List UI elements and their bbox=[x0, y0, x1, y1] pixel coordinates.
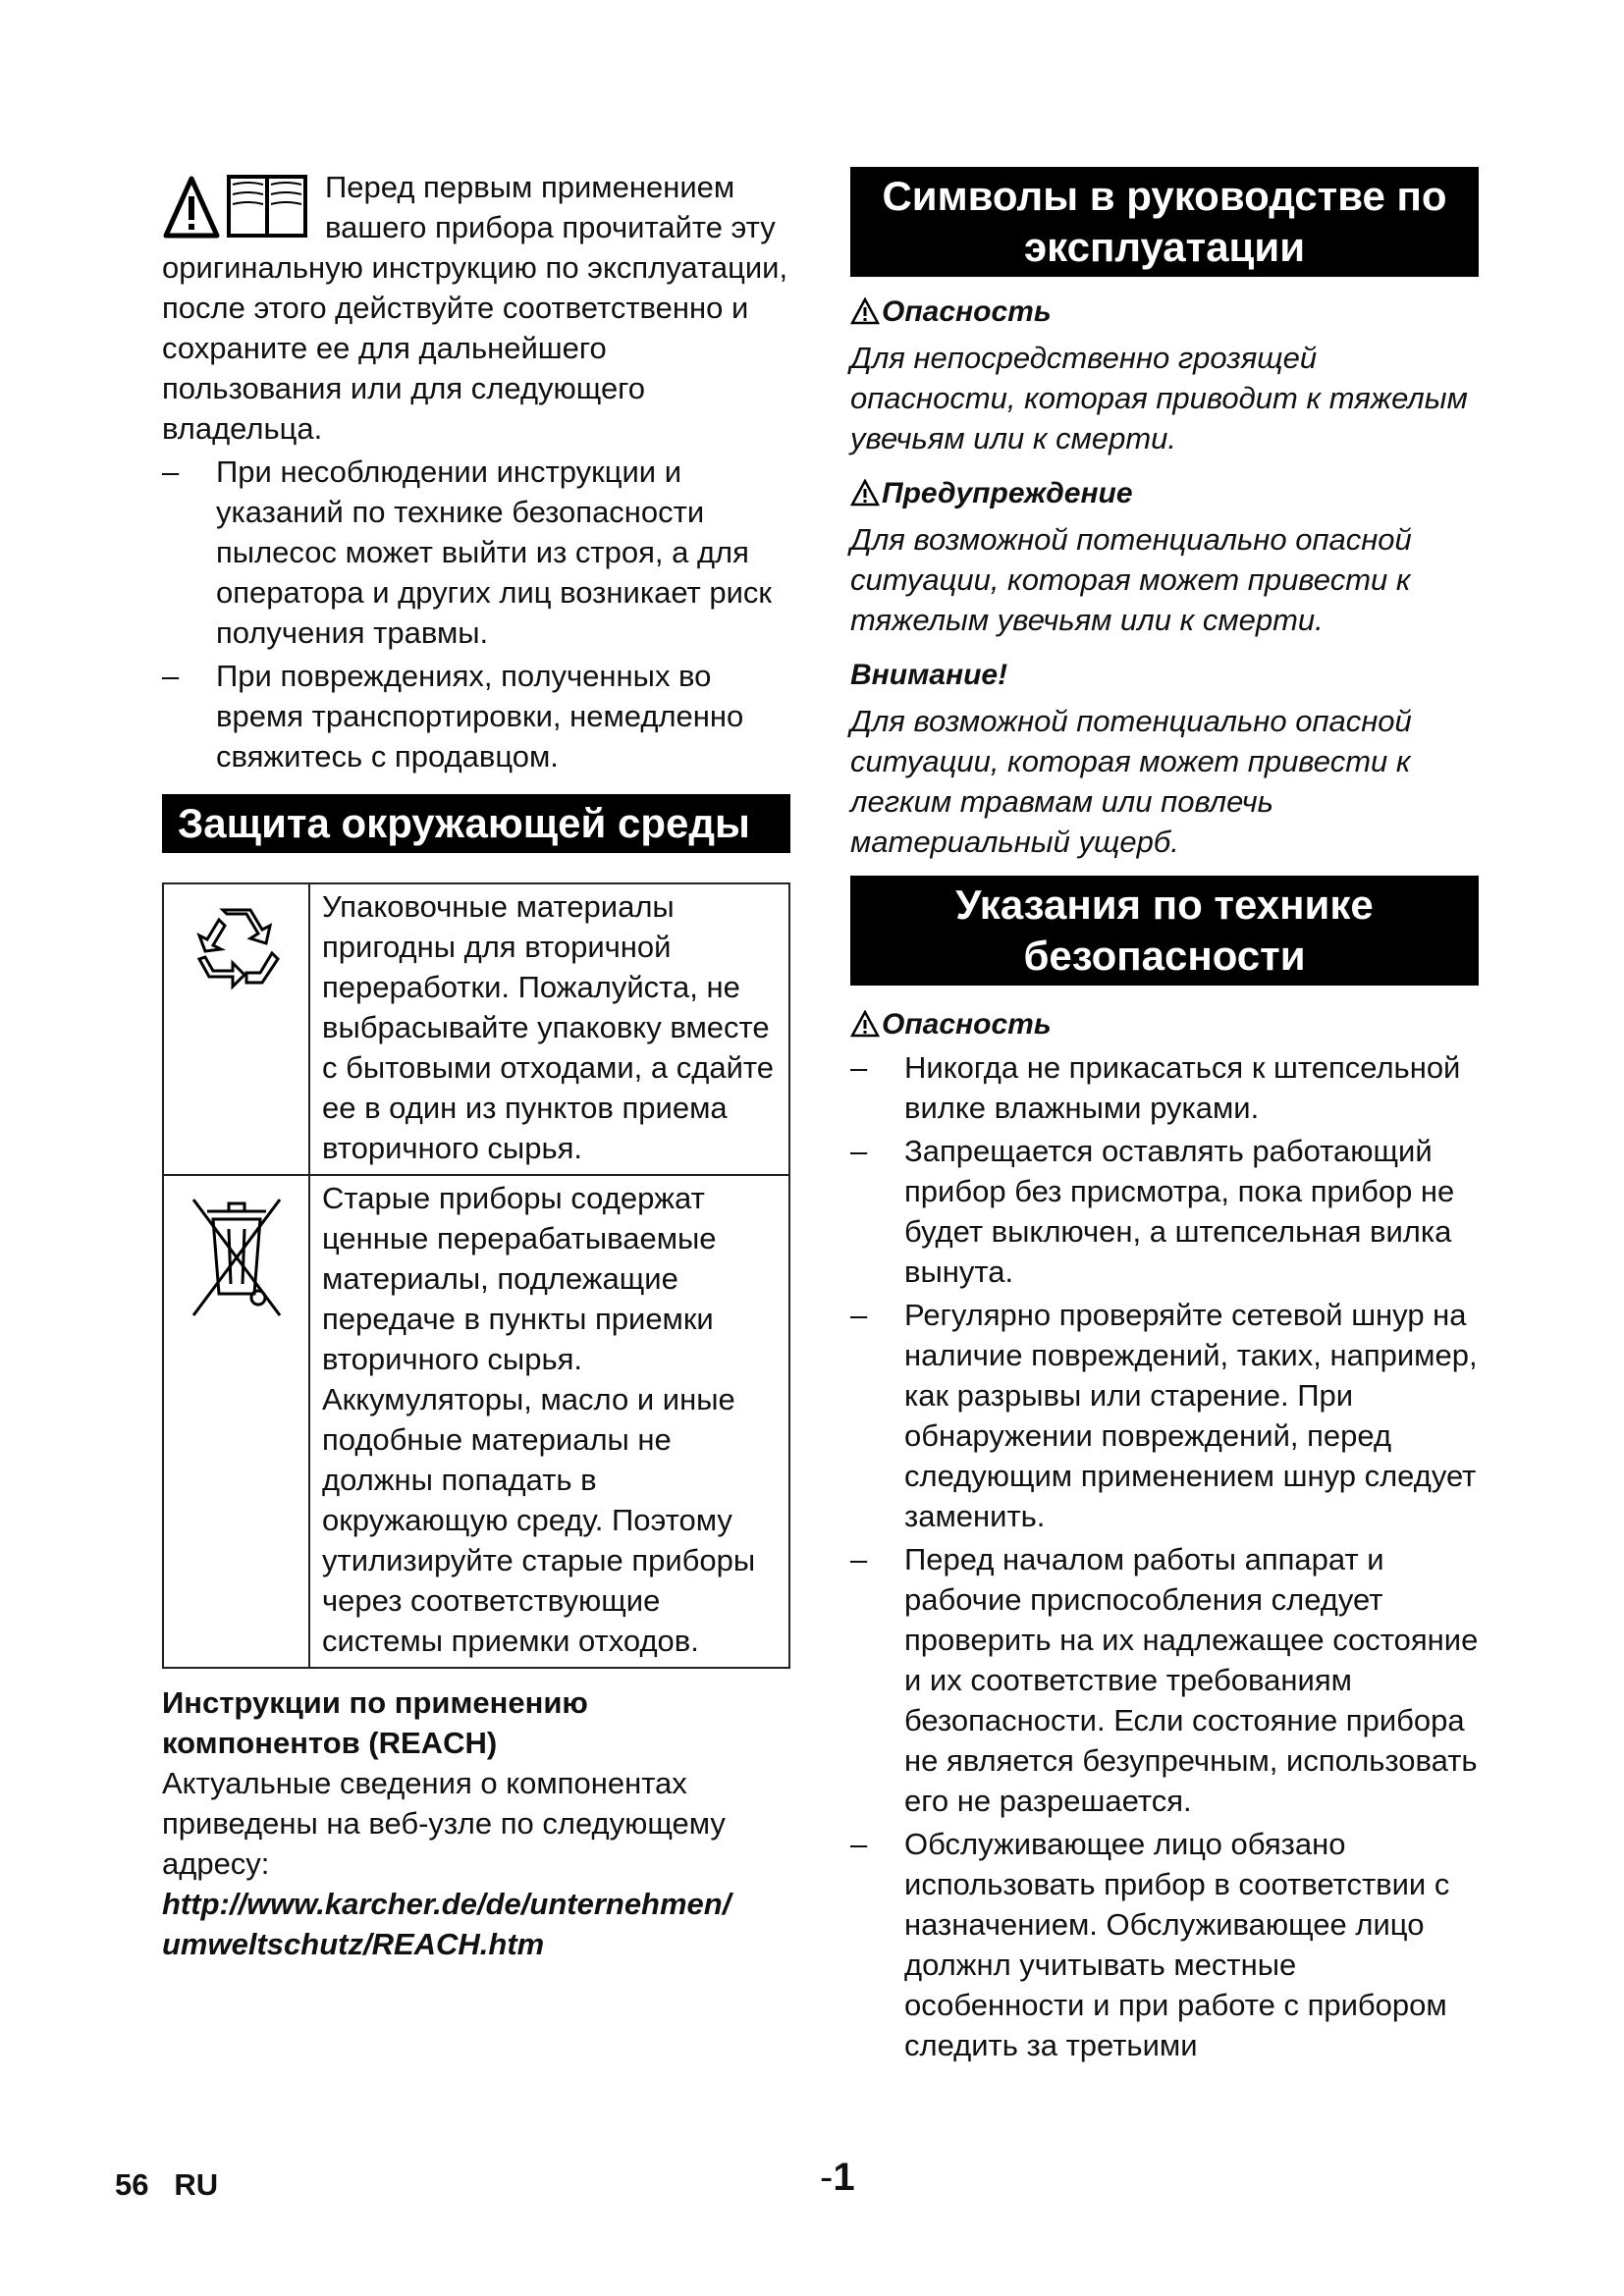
center-page-marker bbox=[820, 2156, 855, 2200]
warning-read-manual-icon bbox=[162, 173, 311, 241]
old-devices-text: Старые приборы содержат ценные перерабатываемые материалы, подлежащие передаче в пункты приемки вторичного сырья. Аккумуляторы, масло и иные подобные материалы не должны попадать в окружающую среду. Поэтому утилизируйте старые приборы через соответствующие системы приемки отходов. bbox=[309, 1175, 789, 1668]
center-dash: - bbox=[820, 2156, 834, 2199]
signal-danger-text: Для непосредственно грозящей опасности, которая приводит к тяжелым увечьям или к смерти. bbox=[850, 341, 1468, 455]
page-number: 56 bbox=[115, 2167, 149, 2202]
signal-attention-title: Внимание! bbox=[850, 659, 1008, 691]
list-item: – Регулярно проверяйте сетевой шнур на наличие повреждений, таких, например, как разрывы или старение. При обнаружении повреждений, перед следующим применением шнур следует заменить. bbox=[850, 1295, 1479, 1536]
crossed-bin-icon bbox=[189, 1196, 284, 1323]
list-item: – Перед началом работы аппарат и рабочие приспособления следует проверить на их надлежащее состояние и их соответствие требованиям безопасности. Если состояние прибора не является безупречным, использовать его не разрешается. bbox=[850, 1539, 1479, 1821]
table-row bbox=[163, 883, 789, 1175]
list-item: – При несоблюдении инструкции и указаний по технике безопасности пылесос может выйти из строя, а для оператора и других лиц возникает риск получения травмы. bbox=[162, 452, 790, 653]
intro-text: Перед первым применением вашего прибора прочитайте эту оригинальную инструкцию по эксплуатации, после этого действуйте соответственно и сохраните ее для дальнейшего пользования или для следующего владельца. bbox=[162, 170, 788, 446]
warning-triangle-icon bbox=[850, 297, 880, 325]
table-row bbox=[163, 1175, 789, 1668]
warning-triangle-icon bbox=[850, 1010, 880, 1038]
env-table bbox=[162, 882, 790, 1669]
page-footer bbox=[115, 2167, 218, 2203]
env-heading: Защита окружающей среды bbox=[162, 794, 790, 853]
reach-text: Актуальные сведения о компонентах приведены на веб-узле по следующему адресу: bbox=[162, 1766, 726, 1881]
left-column bbox=[162, 167, 790, 1964]
packaging-text: Упаковочные материалы пригодны для вторичной переработки. Пожалуйста, не выбрасывайте упаковку вместе с бытовыми отходами, а сдайте ее в один из пунктов приема вторичного сырья. bbox=[309, 883, 789, 1175]
safety-danger-title: Опасность bbox=[850, 1005, 1479, 1044]
reach-url-link[interactable]: http://www.karcher.de/de/unternehmen/ umweltschutz/REACH.htm bbox=[162, 1887, 731, 1961]
language-code: RU bbox=[174, 2167, 219, 2202]
reach-title: Инструкции по применению компонентов (REACH) bbox=[162, 1685, 588, 1760]
list-item: – Запрещается оставлять работающий прибор без присмотра, пока прибор не будет выключен, а штепсельная вилка вынута. bbox=[850, 1131, 1479, 1292]
recycle-cell bbox=[163, 883, 309, 1175]
safety-heading: Указания по технике безопасности bbox=[850, 876, 1479, 986]
list-item: – Обслуживающее лицо обязано использовать прибор в соответствии с назначением. Обслуживающее лицо должнл учитывать местные особенности и при работе с прибором следить за третьими bbox=[850, 1824, 1479, 2065]
intro-list bbox=[162, 452, 790, 776]
list-item: – Никогда не прикасаться к штепсельной вилке влажными руками. bbox=[850, 1047, 1479, 1128]
safety-list bbox=[850, 1047, 1479, 2065]
warning-triangle-icon bbox=[850, 479, 880, 507]
signal-warning-title: Предупреждение bbox=[850, 474, 1479, 513]
bin-cell bbox=[163, 1175, 309, 1668]
signal-attention-text: Для возможной потенциально опасной ситуации, которая может привести к легким травмам или повлечь материальный ущерб. bbox=[850, 704, 1412, 859]
signal-warning-text: Для возможной потенциально опасной ситуации, которая может привести к тяжелым увечьям или к смерти. bbox=[850, 522, 1412, 637]
right-column bbox=[850, 167, 1479, 2065]
recycle-icon bbox=[189, 904, 284, 998]
center-number: 1 bbox=[833, 2156, 855, 2199]
intro-block bbox=[162, 167, 790, 449]
signal-danger-title: Опасность bbox=[850, 293, 1479, 332]
list-item: – При повреждениях, полученных во время транспортировки, немедленно свяжитесь с продавцом. bbox=[162, 656, 790, 776]
symbols-heading: Символы в руководстве по эксплуатации bbox=[850, 167, 1479, 277]
